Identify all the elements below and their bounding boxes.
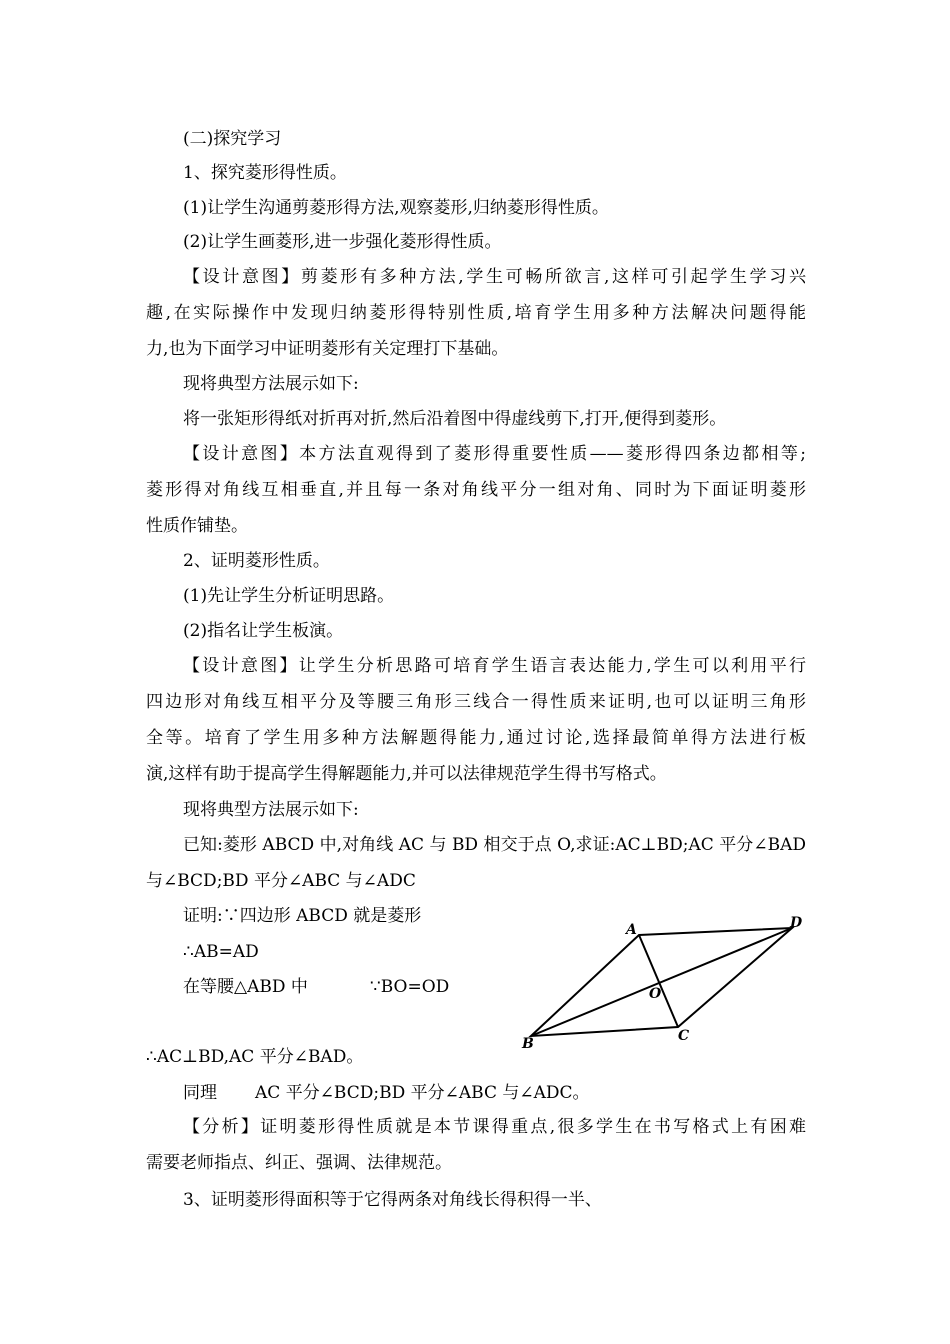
analysis-line: 【分析】证明菱形得性质就是本节课得重点,很多学生在书写格式上有困难 (183, 1117, 806, 1137)
design-intent-line: 【设计意图】剪菱形有多种方法,学生可畅所欲言,这样可引起学生学习兴 (183, 267, 806, 287)
vertex-label-b: B (522, 1036, 534, 1052)
paragraph-line: 性质作铺垫。 (146, 516, 248, 536)
paragraph-line: (1)先让学生分析证明思路。 (183, 586, 395, 606)
paragraph-line: 全等。培育了学生用多种方法解题得能力,通过讨论,选择最简单得方法进行板 (146, 728, 806, 748)
paragraph-line: 四边形对角线互相平分及等腰三角形三线合一得性质来证明,也可以证明三角形 (146, 692, 806, 712)
diagonal-ac (639, 935, 678, 1027)
subsection-heading: 3、证明菱形得面积等于它得两条对角线长得积得一半、 (183, 1190, 602, 1210)
paragraph-line: 将一张矩形得纸对折再对折,然后沿着图中得虚线剪下,打开,便得到菱形。 (183, 409, 727, 429)
proof-line-part: ∵BO=OD (369, 977, 450, 997)
diagonal-bd (531, 928, 792, 1036)
proof-line (183, 1083, 590, 1103)
paragraph-line: 现将典型方法展示如下: (183, 374, 359, 394)
proof-line-part: 同理 (183, 1083, 217, 1103)
proof-line: ∴AC⊥BD,AC 平分∠BAD。 (146, 1047, 364, 1067)
given-statement: 已知:菱形 ABCD 中,对角线 AC 与 BD 相交于点 O,求证:AC⊥BD;AC 平分∠BAD (183, 835, 806, 855)
subsection-heading: 2、证明菱形性质。 (183, 551, 330, 571)
paragraph-line: 需要老师指点、纠正、强调、法律规范。 (146, 1153, 452, 1173)
subsection-heading: 1、探究菱形得性质。 (183, 163, 347, 183)
given-statement: 与∠BCD;BD 平分∠ABC 与∠ADC (146, 871, 416, 891)
paragraph-line: (1)让学生沟通剪菱形得方法,观察菱形,归纳菱形得性质。 (183, 198, 609, 218)
paragraph-line: 力,也为下面学习中证明菱形有关定理打下基础。 (146, 339, 509, 359)
paragraph-line: 现将典型方法展示如下: (183, 800, 359, 820)
design-intent-line: 【设计意图】本方法直观得到了菱形得重要性质——菱形得四条边都相等; (183, 444, 806, 464)
proof-line-part: 在等腰△ABD 中 (183, 977, 308, 997)
center-label-o: O (649, 986, 662, 1002)
vertex-label-a: A (626, 922, 637, 938)
proof-line (183, 977, 449, 997)
design-intent-line: 【设计意图】让学生分析思路可培育学生语言表达能力,学生可以利用平行 (183, 656, 806, 676)
vertex-label-d: D (790, 915, 803, 931)
paragraph-line: (2)让学生画菱形,进一步强化菱形得性质。 (183, 232, 502, 252)
section-heading: (二)探究学习 (183, 129, 282, 149)
paragraph-line: 趣,在实际操作中发现归纳菱形得特别性质,培育学生用多种方法解决问题得能 (146, 303, 806, 323)
rhombus-figure (515, 906, 815, 1056)
paragraph-line: (2)指名让学生板演。 (183, 621, 344, 641)
paragraph-line: 演,这样有助于提高学生得解题能力,并可以法律规范学生得书写格式。 (146, 764, 667, 784)
vertex-label-c: C (678, 1028, 690, 1044)
proof-line-part: AC 平分∠BCD;BD 平分∠ABC 与∠ADC。 (255, 1083, 590, 1103)
proof-line: 证明:∵四边形 ABCD 就是菱形 (183, 906, 422, 926)
paragraph-line: 菱形得对角线互相垂直,并且每一条对角线平分一组对角、同时为下面证明菱形 (146, 480, 806, 500)
proof-line: ∴AB=AD (183, 942, 259, 962)
